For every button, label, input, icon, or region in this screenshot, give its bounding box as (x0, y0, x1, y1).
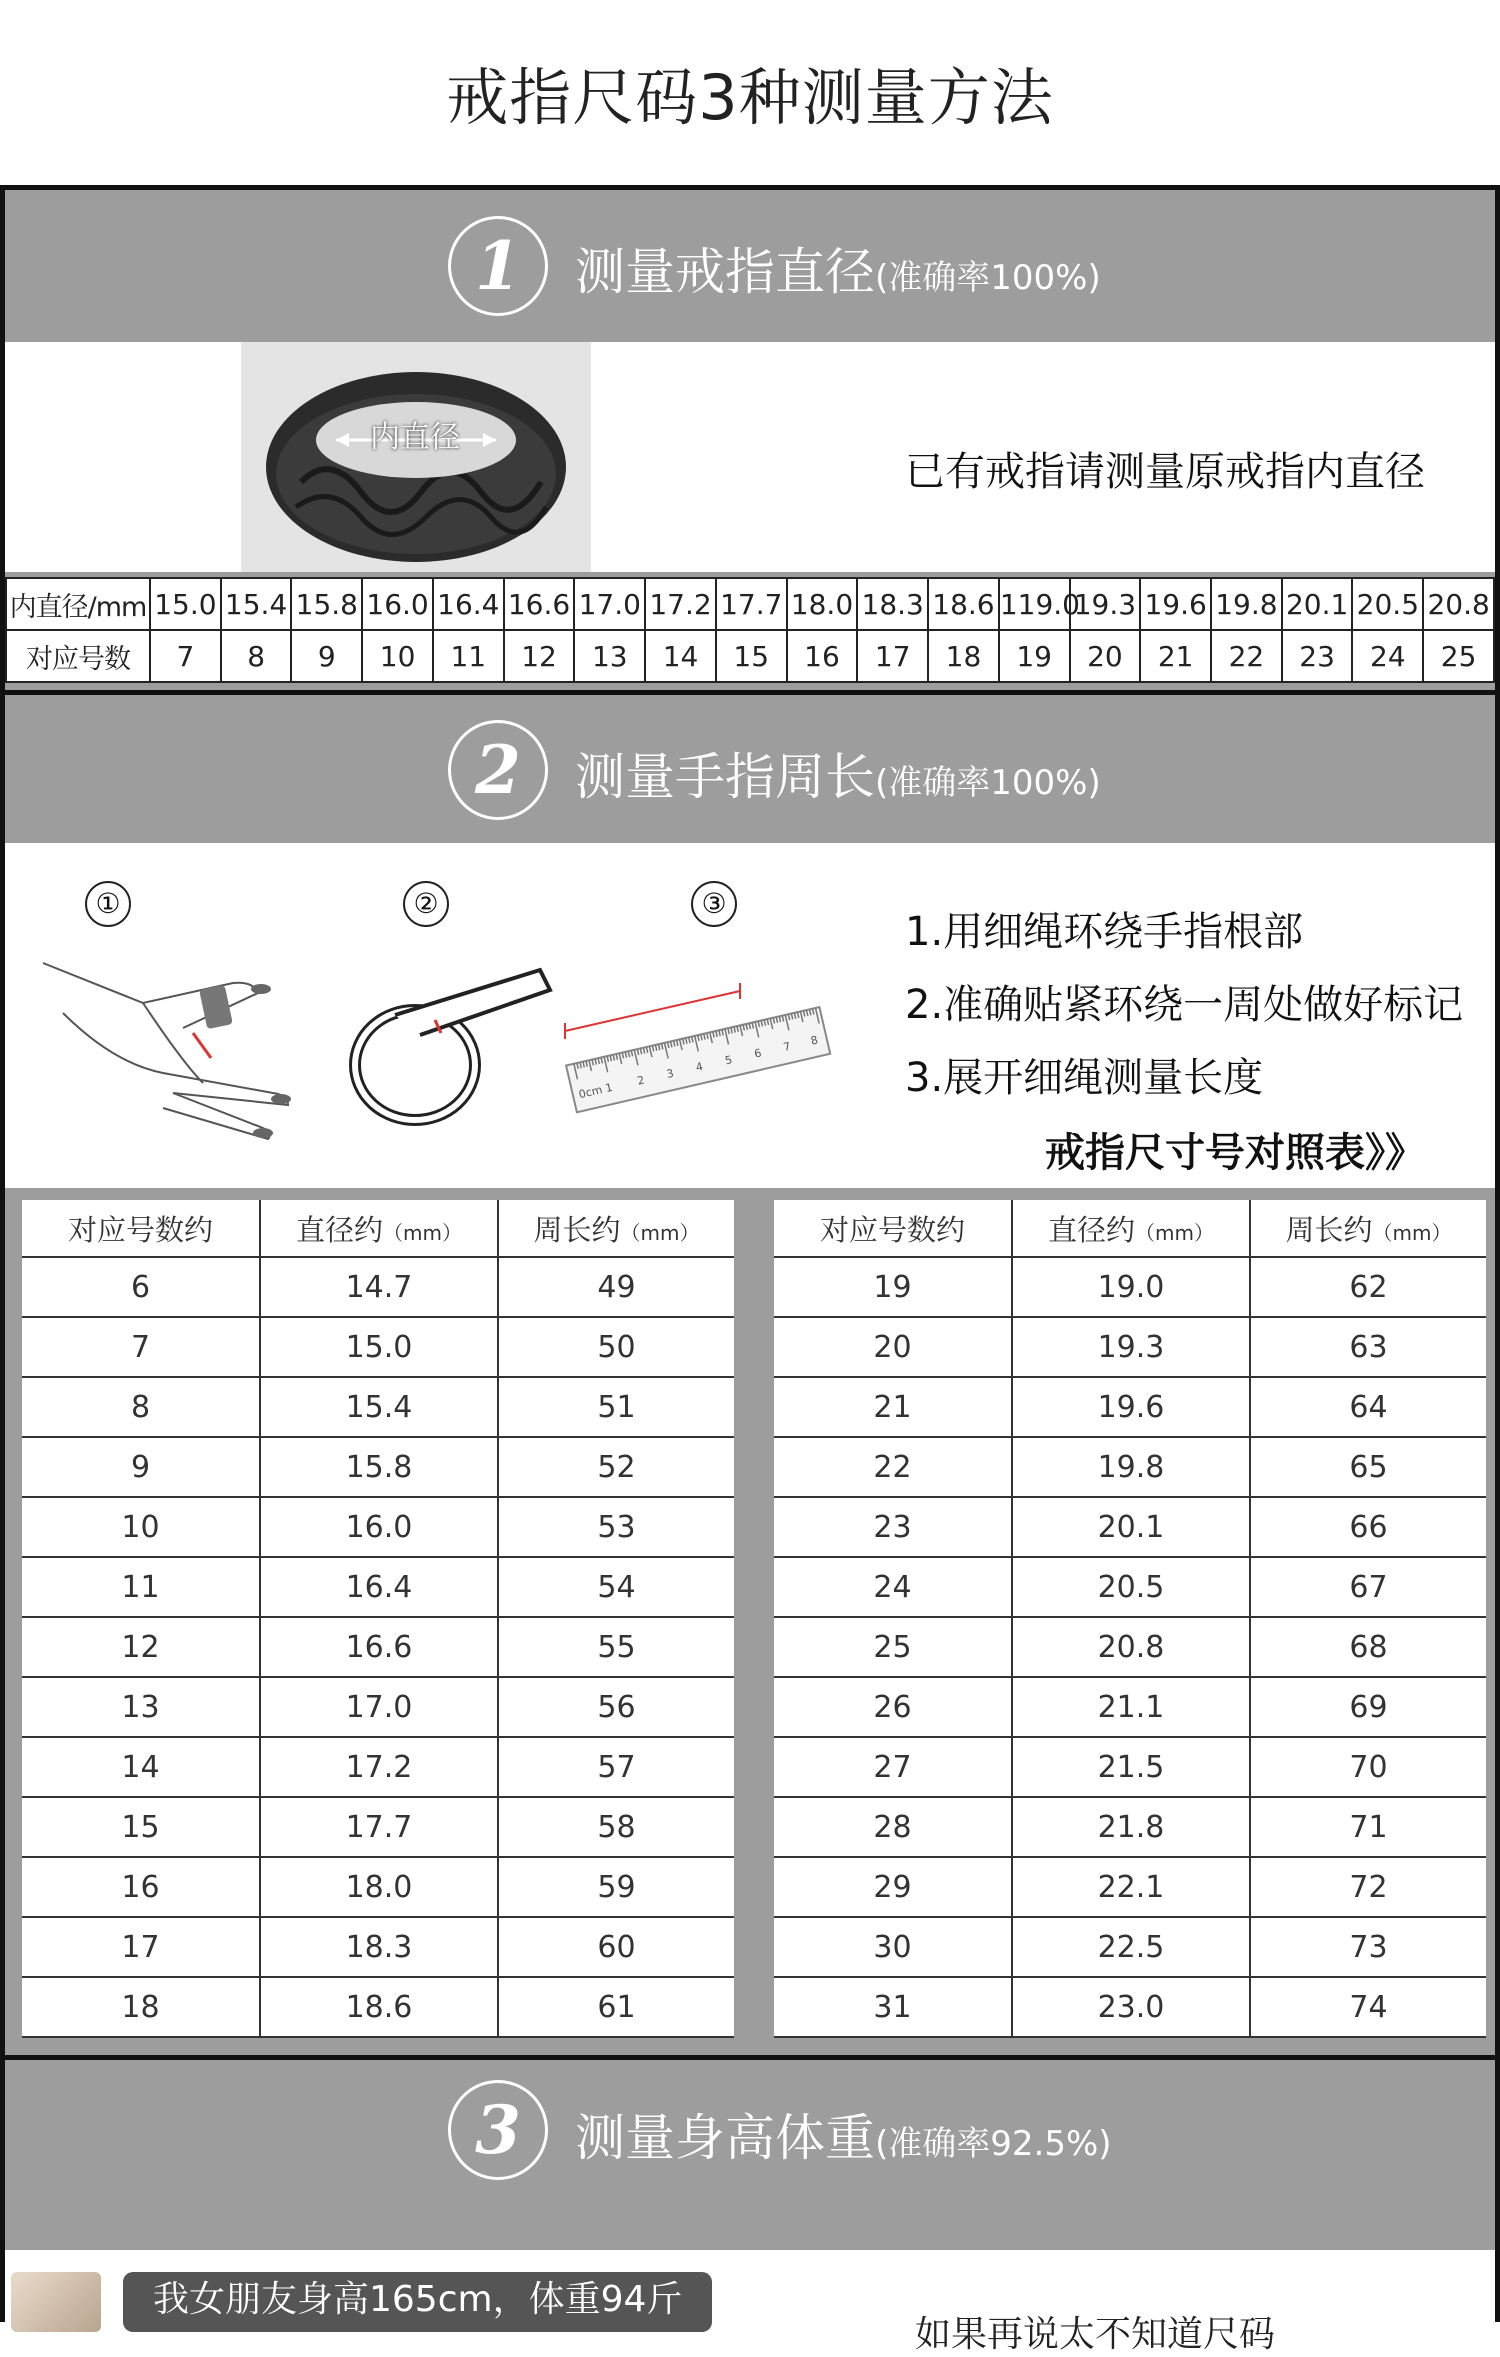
col-circ-header-text: 周长约 (1285, 1212, 1373, 1247)
size-cell: 20 (774, 1317, 1012, 1377)
diameter-cell: 16.4 (260, 1557, 498, 1617)
size-cell: 10 (22, 1497, 260, 1557)
strip-size-cell: 13 (574, 630, 645, 682)
avatar (11, 2272, 101, 2332)
strip-size-cell: 9 (291, 630, 362, 682)
section-3-band (5, 2060, 1495, 2250)
diameter-cell: 18.3 (260, 1917, 498, 1977)
strip-size-cell: 7 (150, 630, 221, 682)
size-cell: 23 (774, 1497, 1012, 1557)
strip-diameter-cell: 15.8 (291, 578, 362, 630)
circumference-cell: 59 (498, 1857, 734, 1917)
section-2 (0, 695, 1500, 2060)
section-3-heading-text: 测量身高体重 (575, 2109, 875, 2167)
strip-size-cell: 15 (716, 630, 787, 682)
diameter-cell: 20.1 (1012, 1497, 1250, 1557)
step-1-text: 1.用细绳环绕手指根部 (905, 909, 1304, 955)
diameter-cell: 16.0 (260, 1497, 498, 1557)
size-table-right-header (774, 1200, 1486, 1257)
section-1-accuracy: (准确率100%) (875, 258, 1101, 298)
diameter-cell: 18.6 (260, 1977, 498, 2037)
ring-photo (241, 342, 591, 572)
circumference-cell: 61 (498, 1977, 734, 2037)
step-1-mark: ① (85, 881, 131, 927)
size-cell: 16 (22, 1857, 260, 1917)
table-row (774, 1617, 1486, 1677)
size-cell: 14 (22, 1737, 260, 1797)
size-cell: 21 (774, 1377, 1012, 1437)
size-cell: 22 (774, 1437, 1012, 1497)
step-2-mark: ② (403, 881, 449, 927)
strip-diameter-cell: 15.4 (221, 578, 292, 630)
size-cell: 24 (774, 1557, 1012, 1617)
diameter-cell: 20.8 (1012, 1617, 1250, 1677)
circumference-cell: 72 (1250, 1857, 1486, 1917)
size-cell: 28 (774, 1797, 1012, 1857)
table-row (22, 1917, 734, 1977)
strip-diameter-cell: 19.6 (1140, 578, 1211, 630)
size-strip (5, 577, 1495, 683)
table-row (22, 1737, 734, 1797)
table-row (774, 1857, 1486, 1917)
col-circ-unit: （mm） (620, 1220, 700, 1245)
section-3-accuracy: (准确率92.5%) (875, 2124, 1112, 2164)
diameter-cell: 22.5 (1012, 1917, 1250, 1977)
strip-diameter-cell: 18.3 (857, 578, 928, 630)
strip-diameter-cell: 18.6 (928, 578, 999, 630)
section-1-heading (575, 232, 1101, 304)
circumference-cell: 63 (1250, 1317, 1486, 1377)
size-table-right (774, 1200, 1486, 2038)
strip-diameter-row (6, 578, 1494, 630)
diameter-cell: 20.5 (1012, 1557, 1250, 1617)
ruler-illustration (545, 961, 845, 1111)
strip-diameter-cell: 17.7 (716, 578, 787, 630)
table-row (22, 1557, 734, 1617)
section-2-accuracy: (准确率100%) (875, 763, 1101, 803)
chat-bubble: 我女朋友身高165cm，体重94斤 (123, 2272, 712, 2332)
circumference-cell: 69 (1250, 1677, 1486, 1737)
size-cell: 27 (774, 1737, 1012, 1797)
strip-diameter-cell: 20.8 (1423, 578, 1494, 630)
step-2-text: 2.准确贴紧环绕一周处做好标记 (905, 982, 1464, 1028)
table-row (22, 1257, 734, 1317)
step-3-text: 3.展开细绳测量长度 (905, 1055, 1264, 1101)
strip-diameter-cell: 20.5 (1352, 578, 1423, 630)
table-row (22, 1617, 734, 1677)
diameter-cell: 21.5 (1012, 1737, 1250, 1797)
diameter-cell: 15.8 (260, 1437, 498, 1497)
diameter-cell: 21.8 (1012, 1797, 1250, 1857)
diameter-cell: 15.4 (260, 1377, 498, 1437)
circumference-cell: 71 (1250, 1797, 1486, 1857)
circumference-cell: 64 (1250, 1377, 1486, 1437)
strip-size-cell: 21 (1140, 630, 1211, 682)
col-size-header: 对应号数约 (22, 1200, 260, 1257)
col-circ-header (498, 1200, 734, 1257)
strip-size-cell: 11 (433, 630, 504, 682)
col-circ-unit: （mm） (1372, 1220, 1452, 1245)
size-cell: 13 (22, 1677, 260, 1737)
ruler-label-5: 5 (723, 1053, 734, 1068)
diameter-cell: 19.6 (1012, 1377, 1250, 1437)
table-row (22, 1377, 734, 1437)
strip-size-cell: 19 (999, 630, 1070, 682)
circumference-cell: 68 (1250, 1617, 1486, 1677)
table-row (774, 1377, 1486, 1437)
section-3 (0, 2055, 1500, 2355)
strip-diameter-cell: 19.8 (1211, 578, 1282, 630)
col-circ-header (1250, 1200, 1486, 1257)
col-size-header: 对应号数约 (774, 1200, 1012, 1257)
col-diam-header-text: 直径约 (296, 1212, 384, 1247)
strip-size-cell: 22 (1211, 630, 1282, 682)
table-row (22, 1977, 734, 2037)
diameter-cell: 16.6 (260, 1617, 498, 1677)
table-row (22, 1797, 734, 1857)
diameter-cell: 19.8 (1012, 1437, 1250, 1497)
strip-size-cell: 23 (1282, 630, 1353, 682)
circumference-cell: 53 (498, 1497, 734, 1557)
ruler-label-8: 8 (809, 1033, 820, 1048)
size-table-left (22, 1200, 734, 2038)
table-row (774, 1737, 1486, 1797)
strip-size-cell: 8 (221, 630, 292, 682)
ruler-label-0: 0cm 1 (577, 1080, 614, 1102)
circumference-cell: 60 (498, 1917, 734, 1977)
hand-illustration (33, 943, 323, 1143)
size-cell: 17 (22, 1917, 260, 1977)
section-1-note: 已有戒指请测量原戒指内直径 (905, 449, 1425, 495)
table-row (774, 1557, 1486, 1617)
size-cell: 15 (22, 1797, 260, 1857)
size-table-left-header (22, 1200, 734, 1257)
strip-diameter-cell: 17.2 (645, 578, 716, 630)
circumference-cell: 66 (1250, 1497, 1486, 1557)
ruler-label-7: 7 (782, 1039, 792, 1054)
circumference-cell: 55 (498, 1617, 734, 1677)
section-1-number: 1 (448, 216, 548, 316)
strip-size-cell: 10 (362, 630, 433, 682)
size-cell: 12 (22, 1617, 260, 1677)
section-3-body (5, 2250, 1495, 2355)
section-1 (0, 185, 1500, 695)
diameter-cell: 22.1 (1012, 1857, 1250, 1917)
col-circ-header-text: 周长约 (533, 1212, 621, 1247)
size-cell: 31 (774, 1977, 1012, 2037)
size-cell: 30 (774, 1917, 1012, 1977)
section-1-body (5, 342, 1495, 572)
ruler-label-2: 2 (636, 1073, 646, 1088)
size-cell: 18 (22, 1977, 260, 2037)
size-cell: 9 (22, 1437, 260, 1497)
section-3-number: 3 (448, 2080, 548, 2180)
strip-diameter-cell: 18.0 (787, 578, 858, 630)
diameter-cell: 21.1 (1012, 1677, 1250, 1737)
ruler-label-4: 4 (694, 1059, 705, 1075)
table-row (22, 1857, 734, 1917)
strip-diameter-cell: 15.0 (150, 578, 221, 630)
circumference-cell: 70 (1250, 1737, 1486, 1797)
strip-diameter-cell: 16.6 (504, 578, 575, 630)
table-row (22, 1677, 734, 1737)
diameter-cell: 18.0 (260, 1857, 498, 1917)
strip-size-cell: 24 (1352, 630, 1423, 682)
diameter-cell: 15.0 (260, 1317, 498, 1377)
ruler-label-3: 3 (665, 1066, 675, 1081)
col-diam-header (260, 1200, 498, 1257)
strip-size-cell: 16 (787, 630, 858, 682)
table-row (774, 1917, 1486, 1977)
circumference-cell: 58 (498, 1797, 734, 1857)
strip-size-label: 对应号数 (6, 630, 150, 682)
size-cell: 11 (22, 1557, 260, 1617)
diameter-cell: 17.2 (260, 1737, 498, 1797)
table-row (774, 1497, 1486, 1557)
section-2-body (5, 843, 1495, 1188)
circumference-cell: 51 (498, 1377, 734, 1437)
strip-diameter-cell: 20.1 (1282, 578, 1353, 630)
table-row (774, 1317, 1486, 1377)
section-2-number: 2 (448, 720, 548, 820)
strip-size-cell: 17 (857, 630, 928, 682)
diameter-cell: 17.0 (260, 1677, 498, 1737)
section-1-heading-text: 测量戒指直径 (575, 243, 875, 301)
circumference-cell: 74 (1250, 1977, 1486, 2037)
circumference-cell: 54 (498, 1557, 734, 1617)
size-cell: 8 (22, 1377, 260, 1437)
col-diam-header-text: 直径约 (1048, 1212, 1136, 1247)
size-table-title: 戒指尺寸号对照表》》 (1045, 1130, 1425, 1176)
col-diam-unit: （mm） (1135, 1220, 1214, 1245)
table-row (774, 1257, 1486, 1317)
table-row (774, 1977, 1486, 2037)
strip-size-cell: 12 (504, 630, 575, 682)
diameter-cell: 19.0 (1012, 1257, 1250, 1317)
section-1-band (5, 190, 1495, 342)
strip-size-row (6, 630, 1494, 682)
diameter-cell: 14.7 (260, 1257, 498, 1317)
section-2-band (5, 695, 1495, 843)
strip-diameter-cell: 16.4 (433, 578, 504, 630)
strip-diameter-cell: 17.0 (574, 578, 645, 630)
circumference-cell: 56 (498, 1677, 734, 1737)
size-cell: 6 (22, 1257, 260, 1317)
col-diam-unit: （mm） (383, 1220, 462, 1245)
circumference-cell: 50 (498, 1317, 734, 1377)
strip-diameter-cell: 16.0 (362, 578, 433, 630)
table-row (22, 1317, 734, 1377)
strip-size-cell: 14 (645, 630, 716, 682)
circumference-cell: 67 (1250, 1557, 1486, 1617)
diameter-cell: 17.7 (260, 1797, 498, 1857)
circumference-cell: 52 (498, 1437, 734, 1497)
size-cell: 19 (774, 1257, 1012, 1317)
diameter-cell: 23.0 (1012, 1977, 1250, 2037)
circumference-cell: 57 (498, 1737, 734, 1797)
table-row (774, 1677, 1486, 1737)
circumference-cell: 49 (498, 1257, 734, 1317)
table-row (22, 1437, 734, 1497)
circumference-cell: 62 (1250, 1257, 1486, 1317)
strip-size-cell: 20 (1070, 630, 1141, 682)
col-diam-header (1012, 1200, 1250, 1257)
section-3-heading (575, 2098, 1112, 2170)
strip-size-cell: 18 (928, 630, 999, 682)
reply-text: 如果再说太不知道尺码 (915, 2314, 1276, 2355)
section-2-heading (575, 737, 1101, 809)
size-cell: 26 (774, 1677, 1012, 1737)
strip-diameter-label: 内直径/mm (6, 578, 150, 630)
circumference-cell: 73 (1250, 1917, 1486, 1977)
diameter-cell: 19.3 (1012, 1317, 1250, 1377)
strip-diameter-cell: 119.0 (999, 578, 1070, 630)
circumference-cell: 65 (1250, 1437, 1486, 1497)
ring-photo-label: 内直径 (370, 420, 460, 455)
table-row (22, 1497, 734, 1557)
size-cell: 29 (774, 1857, 1012, 1917)
size-cell: 7 (22, 1317, 260, 1377)
table-row (774, 1437, 1486, 1497)
section-2-heading-text: 测量手指周长 (575, 748, 875, 806)
size-cell: 25 (774, 1617, 1012, 1677)
table-row (774, 1797, 1486, 1857)
string-loop-illustration (345, 955, 565, 1135)
strip-size-cell: 25 (1423, 630, 1494, 682)
ruler-label-6: 6 (752, 1046, 763, 1061)
step-3-mark: ③ (691, 881, 737, 927)
strip-diameter-cell: 19.3 (1070, 578, 1141, 630)
page-title: 戒指尺码3种测量方法 (446, 61, 1054, 134)
